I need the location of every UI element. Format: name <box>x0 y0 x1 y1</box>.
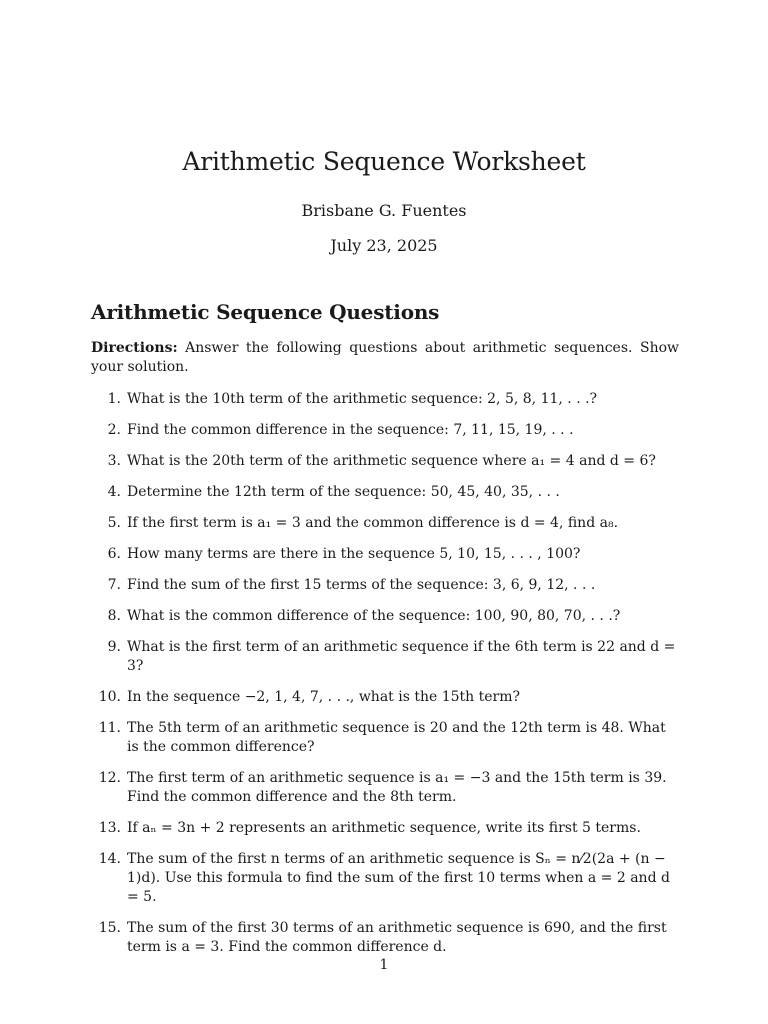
question-item <box>91 638 679 676</box>
question-item <box>91 576 679 595</box>
question-item <box>91 688 679 707</box>
question-number: 3. <box>107 453 121 469</box>
question-number: 1. <box>107 391 121 407</box>
document-date: July 23, 2025 <box>330 236 438 255</box>
question-text: Find the common difference in the sequence: 7, 11, 15, 19, . . . <box>127 422 574 438</box>
question-number: 4. <box>107 484 121 500</box>
question-text: The first term of an arithmetic sequence is a₁ = −3 and the 15th term is 39. Find the common difference and the 8th term. <box>127 770 667 805</box>
question-item <box>91 545 679 564</box>
question-text: What is the 20th term of the arithmetic sequence where a₁ = 4 and d = 6? <box>127 453 656 469</box>
question-text: What is the first term of an arithmetic sequence if the 6th term is 22 and d = 3? <box>127 639 676 674</box>
question-number: 5. <box>107 515 121 531</box>
section-heading: Arithmetic Sequence Questions <box>91 300 440 324</box>
question-number: 11. <box>98 720 121 736</box>
question-text: Find the sum of the first 15 terms of the sequence: 3, 6, 9, 12, . . . <box>127 577 596 593</box>
question-number: 9. <box>107 639 121 655</box>
question-text: The 5th term of an arithmetic sequence is 20 and the 12th term is 48. What is the common difference? <box>127 720 666 755</box>
question-number: 13. <box>98 820 121 836</box>
page-number: 1 <box>379 957 389 973</box>
question-number: 8. <box>107 608 121 624</box>
question-number: 2. <box>107 422 121 438</box>
question-item <box>91 390 679 409</box>
question-number: 6. <box>107 546 121 562</box>
question-text: What is the common difference of the sequence: 100, 90, 80, 70, . . .? <box>127 608 621 624</box>
question-text: If the first term is a₁ = 3 and the common difference is d = 4, find a₈. <box>127 515 619 531</box>
question-text: In the sequence −2, 1, 4, 7, . . ., what is the 15th term? <box>127 689 521 705</box>
question-text: The sum of the first n terms of an arithmetic sequence is Sₙ = n⁄2(2a + (n − 1)d). Use this formula to find the sum of the first 10 terms when a = 2 and d = 5. <box>127 851 670 905</box>
question-text: The sum of the first 30 terms of an arithmetic sequence is 690, and the first term is a = 3. Find the common difference d. <box>127 920 667 955</box>
question-list <box>91 390 679 969</box>
directions-label: Directions: <box>91 340 178 356</box>
document-author: Brisbane G. Fuentes <box>301 201 467 220</box>
question-number: 10. <box>98 689 121 705</box>
directions-text: Answer the following questions about arithmetic sequences. Show your solution. <box>91 340 679 375</box>
question-item <box>91 421 679 440</box>
question-number: 15. <box>98 920 121 936</box>
question-item <box>91 769 679 807</box>
question-text: How many terms are there in the sequence 5, 10, 15, . . . , 100? <box>127 546 581 562</box>
question-item <box>91 607 679 626</box>
question-text: What is the 10th term of the arithmetic sequence: 2, 5, 8, 11, . . .? <box>127 391 598 407</box>
question-text: If aₙ = 3n + 2 represents an arithmetic sequence, write its first 5 terms. <box>127 820 641 836</box>
question-item <box>91 514 679 533</box>
question-item <box>91 819 679 838</box>
question-item <box>91 719 679 757</box>
question-number: 14. <box>98 851 121 867</box>
question-item <box>91 452 679 471</box>
question-number: 12. <box>98 770 121 786</box>
directions-paragraph <box>91 339 679 377</box>
document-title: Arithmetic Sequence Worksheet <box>182 147 586 176</box>
question-text: Determine the 12th term of the sequence: 50, 45, 40, 35, . . . <box>127 484 560 500</box>
question-item <box>91 919 679 957</box>
question-item <box>91 483 679 502</box>
question-number: 7. <box>107 577 121 593</box>
question-item <box>91 850 679 907</box>
